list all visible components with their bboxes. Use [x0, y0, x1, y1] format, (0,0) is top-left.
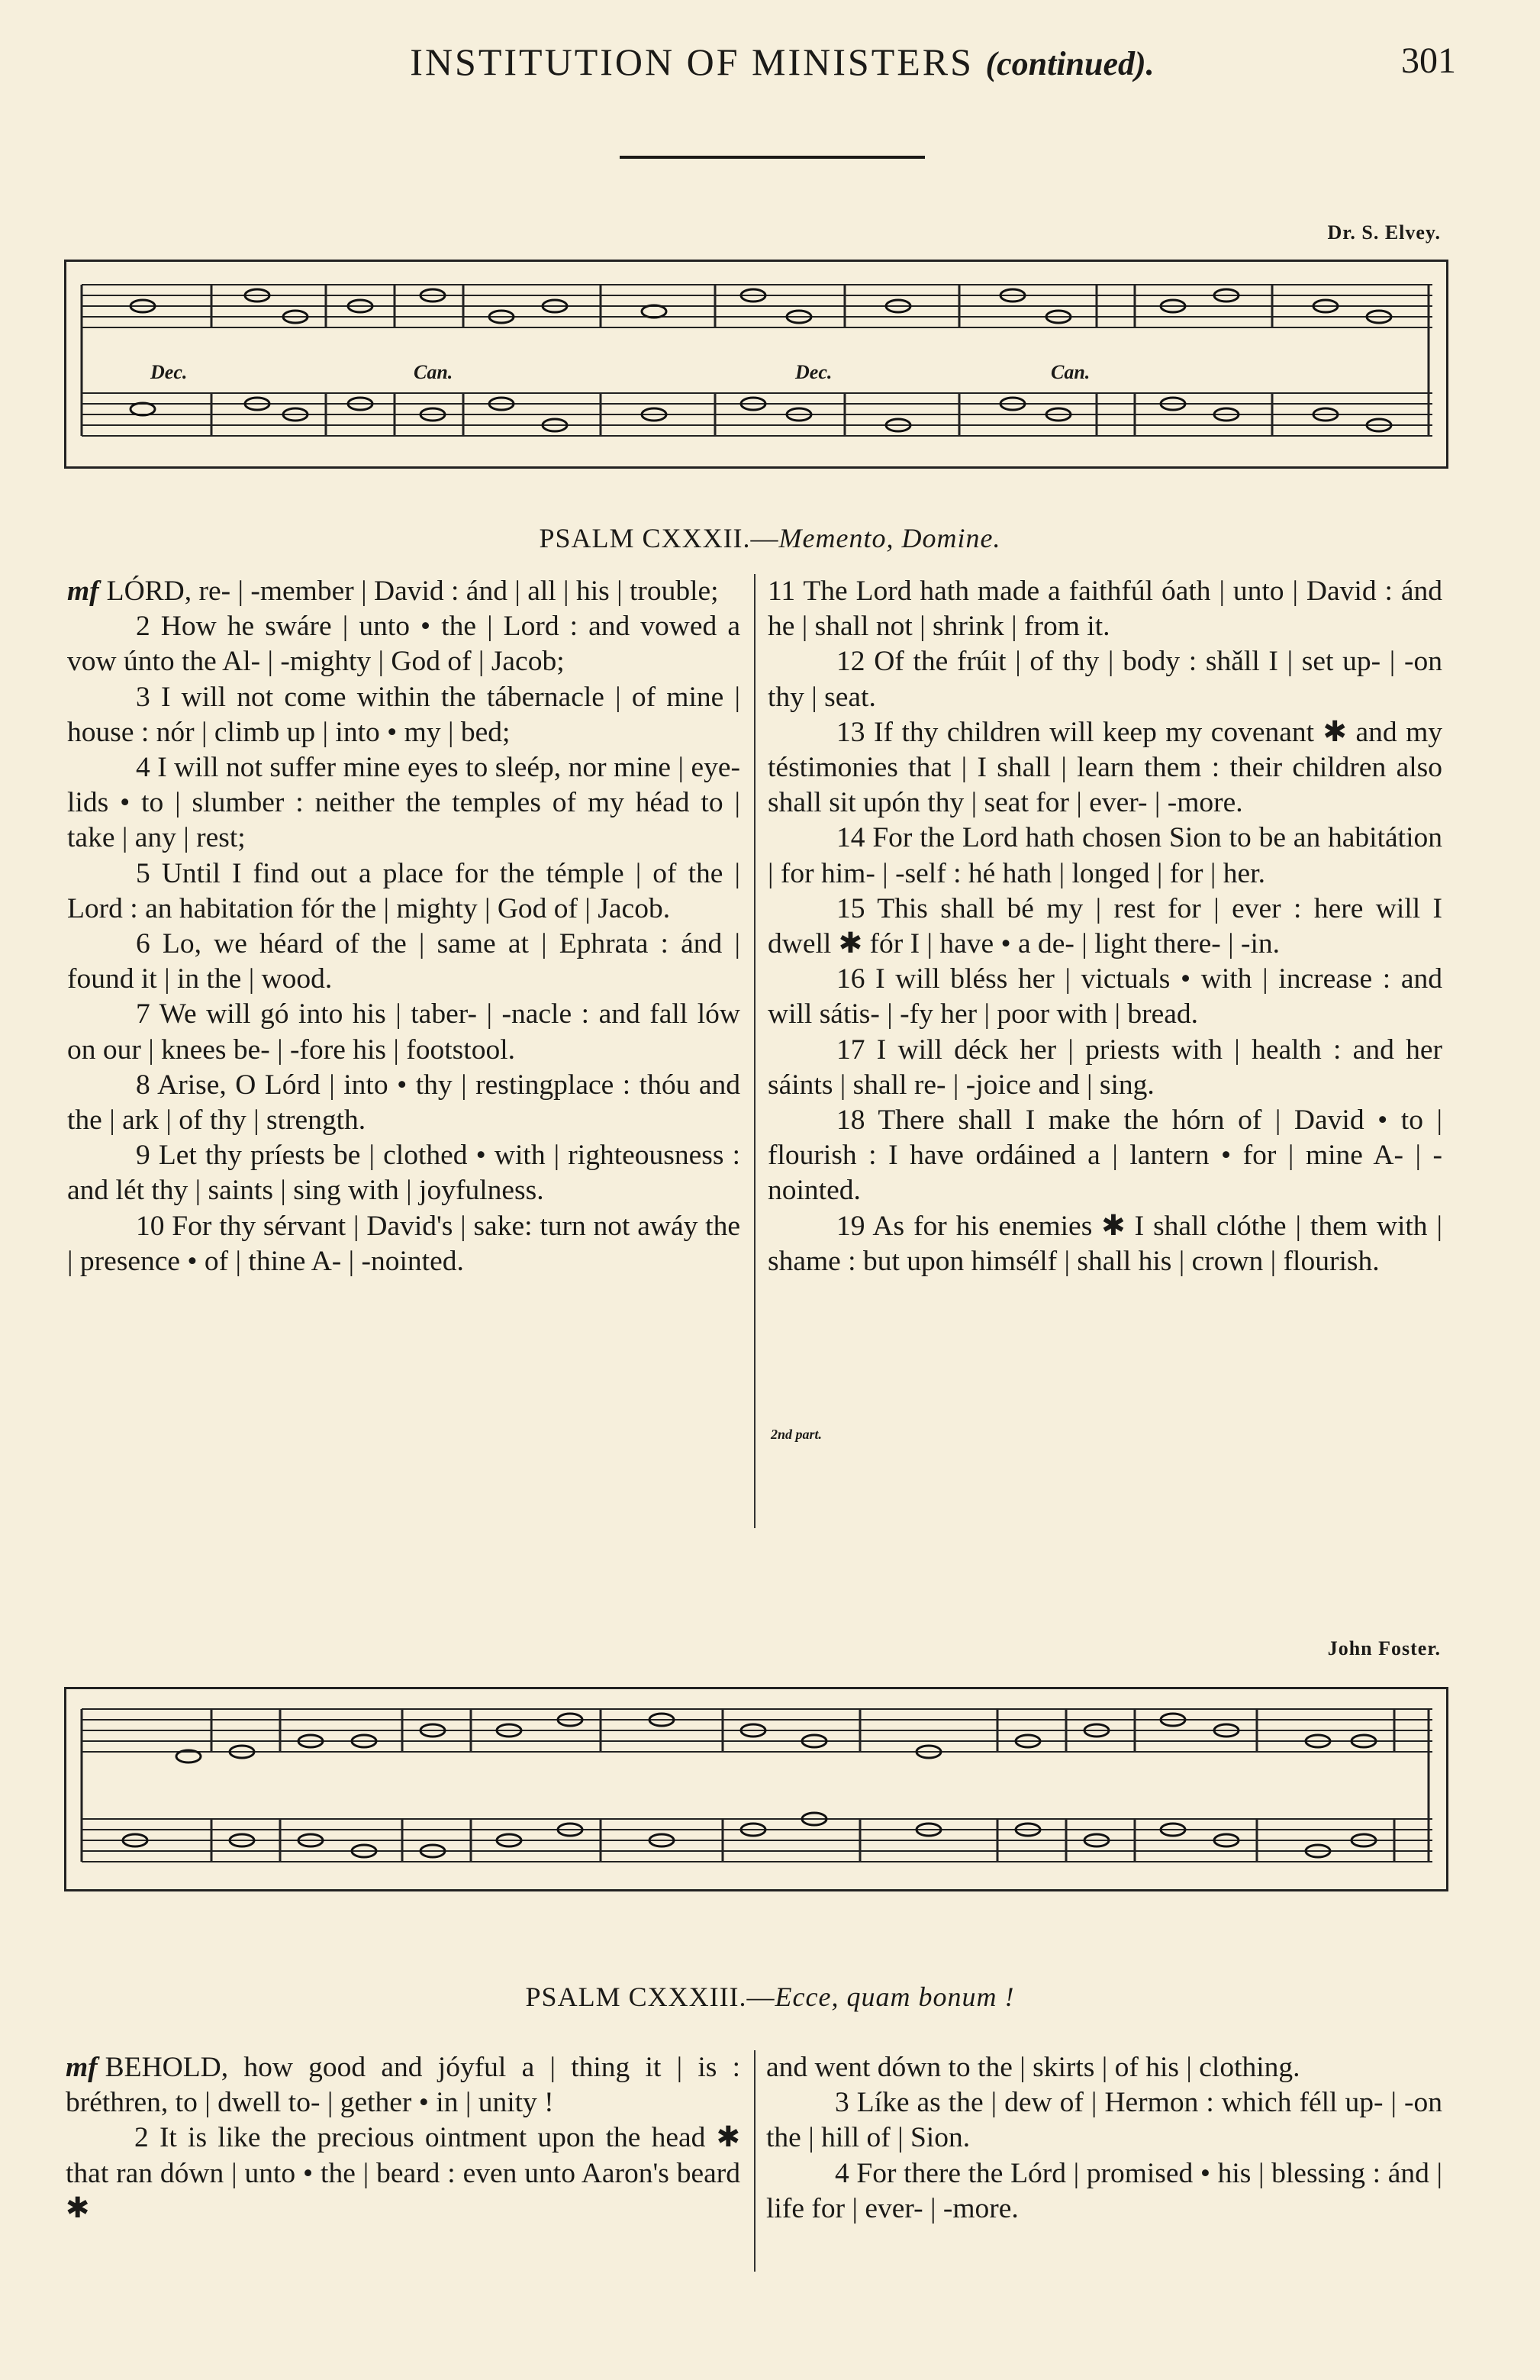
chant-score-2 [64, 1687, 1448, 1891]
verse: mf BEHOLD, how good and jóyful a | thing it | is : bréthren, to | dwell to- | gether • in | unity ! [66, 2052, 740, 2119]
page-number: 301 [1401, 40, 1456, 81]
verse: 4 For there the Lórd | promised • his | blessing : ánd | life for | ever- | -more. [766, 2157, 1442, 2224]
composer-credit-2: John Foster. [1327, 1637, 1441, 1659]
verse: 17 I will déck her | priests with | health : and her sáints | shall re- | -joice and | sing. [768, 1034, 1442, 1101]
psalm-cxxxii-right-column [768, 574, 1442, 1279]
verse: 3 Líke as the | dew of | Hermon : which féll up- | -on the | hill of | Sion. [766, 2087, 1442, 2154]
verse: 2 It is like the precious ointment upon the head ✱ that ran dówn | unto • the | beard : even unto Aaron's beard ✱ [66, 2122, 740, 2224]
verse: 15 This shall bé my | rest for | ever : here will I dwell ✱ fór I | have • a de- | light there- | -in. [768, 892, 1442, 960]
psalm-cxxxii-left-column [67, 574, 740, 1279]
verse: 18 There shall I make the hórn of | David • to | flourish : I have ordáined a | lantern • for | mine A- | -nointed. [768, 1105, 1442, 1207]
psalm-cxxxiii-right-column [766, 2050, 1442, 2227]
verse: 3 I will not come within the tábernacle | of mine | house : nór | climb up | into • my | bed; [67, 681, 740, 748]
running-head [305, 40, 1259, 84]
verse: 8 Arise, O Lórd | into • thy | restingplace : thóu and the | ark | of thy | strength. [67, 1069, 740, 1137]
chant-score-2-staves [66, 1689, 1446, 1889]
verse: 10 For thy sérvant | David's | sake: turn not awáy the | presence • of | thine A- | -nointed. [67, 1210, 740, 1277]
verse: 6 Lo, we héard of the | same at | Ephrata : ánd | found it | in the | wood. [67, 928, 740, 995]
composer-credit-1: Dr. S. Elvey. [1327, 221, 1441, 243]
psalm-number: PSALM CXXXII.— [539, 523, 779, 553]
psalm-latin-incipit: Memento, Domine. [778, 523, 1001, 553]
psalm-latin-incipit: Ecce, quam bonum ! [775, 1982, 1015, 2012]
verse: 4 I will not suffer mine eyes to sleép, nor mine | eye-lids • to | slumber : neither the temples of my héad to | take | any | rest; [67, 752, 740, 854]
chant-annotation-decani-1: Dec. [150, 361, 188, 383]
dynamic-marking: mf [67, 576, 99, 607]
psalm-title-cxxxiii [0, 1981, 1540, 2013]
verse: and went dówn to the | skirts | of his | clothing. [766, 2052, 1300, 2083]
verse: mf LÓRD, re- | -member | David : ánd | all | his | trouble; [67, 576, 719, 607]
chant-score-1 [64, 260, 1448, 469]
chant-annotation-cantoris-2: Can. [1051, 361, 1091, 383]
verse: 12 Of the frúit | of thy | body : shǎll I | set up- | -on thy | seat. [768, 646, 1442, 713]
chant-score-1-staves [66, 262, 1446, 466]
verse: 19 As for his enemies ✱ I shall clóthe | them with | shame : but upon himsélf | shall his | crown | flourish. [768, 1210, 1442, 1277]
verse: 2 How he swáre | unto • the | Lord : and vowed a vow únto the Al- | -mighty | God of | Jacob; [67, 611, 740, 678]
verse: 9 Let thy príests be | clothed • with | righteousness : and lét thy | saints | sing with | joyfulness. [67, 1140, 740, 1207]
psalm-title-cxxxii [0, 522, 1540, 554]
verse: 7 We will gó into his | taber- | -nacle : and fall lów on our | knees be- | -fore his | footstool. [67, 998, 740, 1066]
verse: 11 The Lord hath made a faithfúl óath | unto | David : ánd he | shall not | shrink | from it. [768, 576, 1442, 643]
column-divider [754, 574, 756, 1528]
header-rule [620, 156, 925, 159]
verse: 5 Until I find out a place for the témple | of the | Lord : an habitation fór the | mighty | God of | Jacob. [67, 857, 740, 924]
column-divider [754, 2050, 756, 2272]
verse: 13 If thy children will keep my covenant ✱ and my téstimonies that | I shall | learn them : their children also shall sit upón thy | seat for | ever- | -more. [768, 716, 1442, 819]
running-head-continued: (continued). [985, 45, 1155, 82]
chant-annotation-cantoris-1: Can. [414, 361, 453, 383]
psalm-number: PSALM CXXXIII.— [525, 1982, 775, 2012]
verse: 14 For the Lord hath chosen Sion to be an habitátion | for him- | -self : hé hath | longed | for | her. [768, 822, 1442, 889]
chant-annotation-decani-2: Dec. [795, 361, 833, 383]
running-head-title: INSTITUTION OF MINISTERS [410, 40, 974, 83]
verse: 16 I will bléss her | victuals • with | increase : and will sátis- | -fy her | poor with | bread. [768, 963, 1442, 1030]
second-part-marker: 2nd part. [771, 1427, 823, 1442]
dynamic-marking: mf [66, 2052, 98, 2083]
psalm-cxxxiii-left-column [66, 2050, 740, 2227]
